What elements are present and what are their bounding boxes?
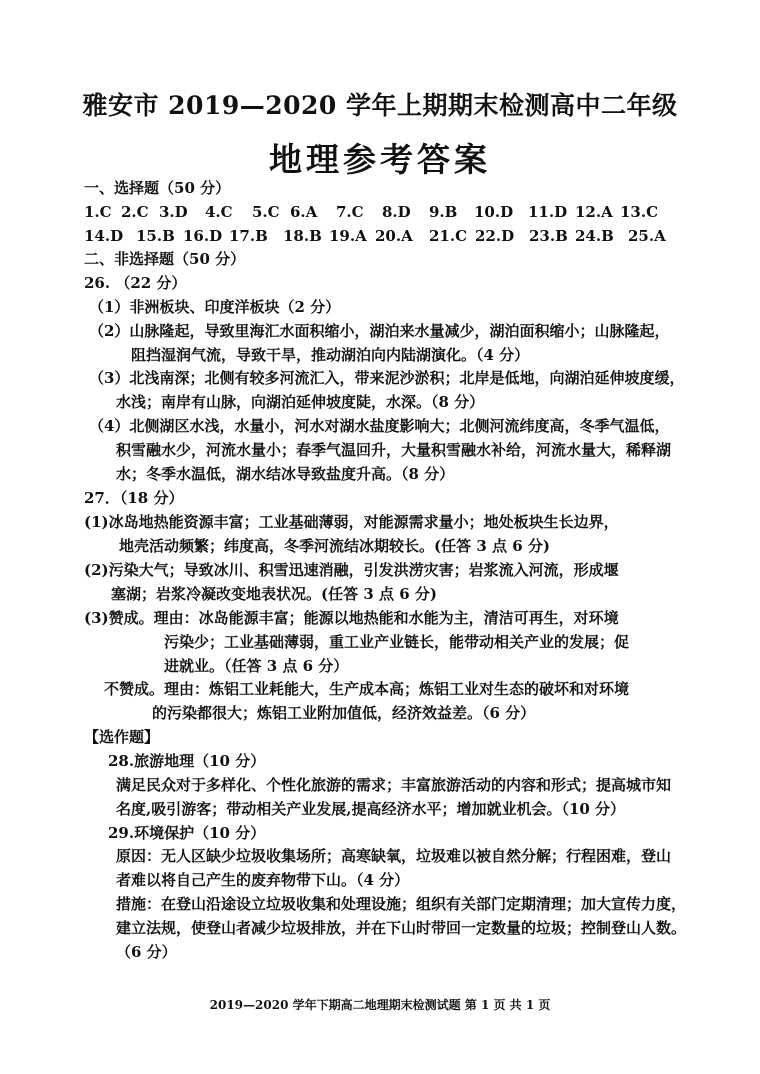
answer-line: 者难以将自己产生的废弃物带下山。（4 分）	[116, 871, 410, 889]
choice-answer: 7.C	[336, 203, 364, 221]
question-27-head: 27．（18 分）	[84, 489, 184, 507]
document-subtitle: 地理参考答案	[269, 140, 491, 179]
choice-answer: 24.B	[575, 227, 614, 245]
answer-line: 阻挡湿润气流，导致干旱，推动湖泊向内陆湖演化。（4 分）	[131, 346, 530, 364]
choice-answer: 20.A	[375, 227, 413, 245]
choice-answer: 9.B	[429, 203, 458, 221]
choice-answer: 18.B	[283, 227, 322, 245]
section-heading-choice: 一、选择题（50 分）	[84, 179, 231, 197]
choice-answer: 16.D	[183, 227, 223, 245]
choice-answer: 10.D	[474, 203, 514, 221]
answer-line: 水浅；南岸有山脉，向湖泊延伸坡度陡，水深。（8 分）	[116, 393, 485, 411]
choice-answer: 2.C	[121, 203, 149, 221]
answer-line: 地壳活动频繁；纬度高，冬季河流结冰期较长。(任答 3 点 6 分)	[119, 537, 550, 555]
answer-line: 满足民众对于多样化、个性化旅游的需求；丰富旅游活动的内容和形式；提高城市知	[116, 776, 672, 794]
answer-line: (2)污染大气；导致冰川、积雪迅速消融，引发洪涝灾害；岩浆流入河流，形成堰	[84, 561, 619, 579]
answer-line: (1)冰岛地热能资源丰富；工业基础薄弱，对能源需求量小；地处板块生长边界，	[84, 513, 619, 531]
answer-line: （3）北浅南深；北侧有较多河流汇入，带来泥沙淤积；北岸是低地，向湖泊延伸坡度缓，	[89, 369, 685, 387]
choice-answer: 12.A	[575, 203, 613, 221]
answer-line: （2）山脉隆起，导致里海汇水面积缩小，湖泊来水量减少，湖泊面积缩小；山脉隆起，	[89, 322, 670, 340]
answer-line: （4）北侧湖区水浅，水量小，河水对湖水盐度影响大；北侧河流纬度高，冬季气温低，	[89, 417, 670, 435]
answer-line: 进就业。（任答 3 点 6 分）	[164, 657, 349, 675]
page-footer: 2019—2020 学年下期高二地理期末检测试题 第 1 页 共 1 页	[209, 998, 551, 1012]
choice-answer: 21.C	[429, 227, 468, 245]
question-26-head: 26. （22 分）	[84, 274, 187, 292]
answer-line: 原因：无人区缺少垃圾收集场所；高寒缺氧，垃圾难以被自然分解；行程困难，登山	[116, 847, 672, 865]
choice-answer: 19.A	[329, 227, 367, 245]
choice-answer: 25.A	[628, 227, 666, 245]
section-heading-elective: 【选作题】	[84, 728, 160, 746]
answer-line: 水；冬季水温低，湖水结冰导致盐度升高。（8 分）	[116, 465, 455, 483]
question-29-head: 29.环境保护（10 分）	[108, 824, 266, 842]
answer-line: （6 分）	[116, 943, 177, 961]
answer-line: 污染少；工业基础薄弱，重工业产业链长，能带动相关产业的发展；促	[164, 633, 630, 651]
answer-line: 建立法规，使登山者减少垃圾排放，并在下山时带回一定数量的垃圾；控制登山人数。	[116, 919, 687, 937]
answer-line: （1）非洲板块、印度洋板块（2 分）	[89, 298, 341, 316]
document-title: 雅安市 2019—2020 学年上期期末检测高中二年级	[82, 91, 678, 120]
choice-answer: 14.D	[84, 227, 124, 245]
section-heading-nonchoice: 二、非选择题（50 分）	[84, 250, 246, 268]
choice-answer: 23.B	[529, 227, 568, 245]
choice-answer: 22.D	[475, 227, 515, 245]
question-28-head: 28.旅游地理（10 分）	[108, 752, 266, 770]
answer-line: 塞湖；岩浆冷凝改变地表状况。(任答 3 点 6 分)	[111, 585, 437, 603]
choice-answer: 13.C	[620, 203, 659, 221]
choice-answer: 6.A	[290, 203, 318, 221]
answer-line: 积雪融水少，河流水量小；春季气温回升，大量积雪融水补给，河流水量大，稀释湖	[116, 441, 672, 459]
choice-answer: 15.B	[136, 227, 175, 245]
answer-line: 不赞成。理由：炼铝工业耗能大，生产成本高；炼铝工业对生态的破坏和对环境	[104, 680, 630, 698]
answer-line: (3)赞成。理由：冰岛能源丰富；能源以地热能和水能为主，清洁可再生，对环境	[84, 609, 619, 627]
choice-answer: 8.D	[382, 203, 411, 221]
choice-answer: 17.B	[229, 227, 268, 245]
choice-answer: 1.C	[84, 203, 112, 221]
choice-answer: 3.D	[159, 203, 188, 221]
choice-answer: 4.C	[205, 203, 233, 221]
answer-line: 的污染都很大；炼铝工业附加值低，经济效益差。（6 分）	[152, 704, 536, 722]
choice-answer: 11.D	[528, 203, 568, 221]
choice-answer: 5.C	[252, 203, 280, 221]
answer-line: 名度,吸引游客；带动相关产业发展,提高经济水平；增加就业机会。（10 分）	[116, 800, 626, 818]
answer-line: 措施：在登山沿途设立垃圾收集和处理设施；组织有关部门定期清理；加大宣传力度，	[116, 895, 687, 913]
